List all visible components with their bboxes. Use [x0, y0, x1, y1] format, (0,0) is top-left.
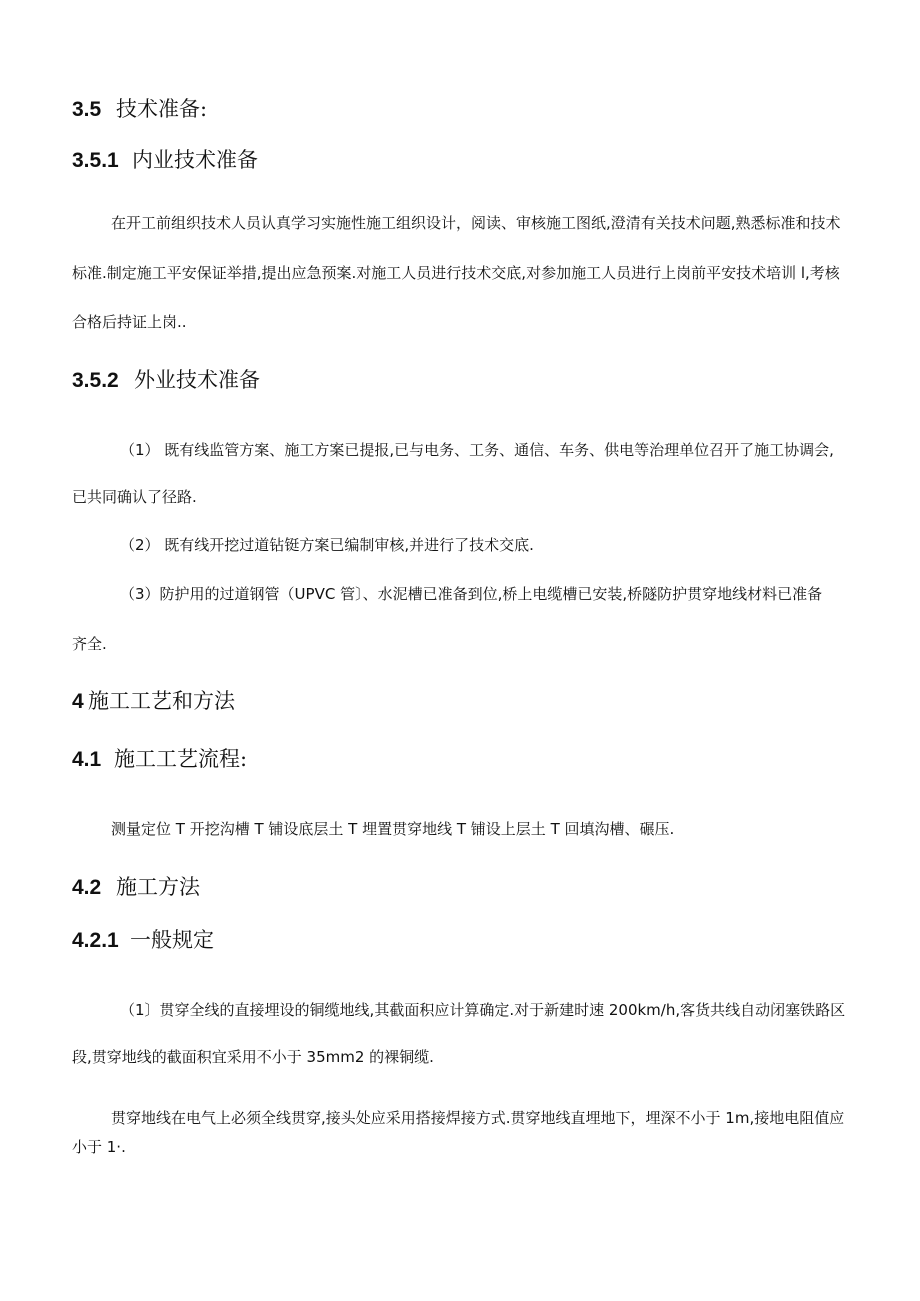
paragraph-line: 在开工前组织技术人员认真学习实施性施工组织设计，阅读、审核施工图纸,澄清有关技术问题,熟悉标准和技术 — [111, 214, 841, 232]
heading-4 — [72, 687, 235, 716]
heading-number: 3.5.2 — [72, 369, 119, 392]
heading-number: 3.5 — [72, 98, 102, 121]
paragraph-line: 合格后持证上岗.. — [72, 313, 187, 331]
heading-3-5-1 — [72, 146, 258, 175]
paragraph-line: 齐全. — [72, 635, 107, 653]
paragraph-line: （1） 既有线监管方案、施工方案已提报,已与电务、工务、通信、车务、供电等治理单位召开了施工协调会, — [120, 441, 834, 459]
heading-number: 4 — [72, 690, 84, 713]
paragraph-line: 小于 1·. — [72, 1138, 126, 1156]
paragraph-line: （3）防护用的过道钢管（UPVC 管〕、水泥槽已准备到位,桥上电缆槽已安装,桥隧防护贯穿地线材料已准备 — [120, 585, 823, 603]
paragraph-line: （1〕贯穿全线的直接埋设的铜缆地线,其截面积应计算确定.对于新建时速 200km∕h,客货共线自动闭塞铁路区 — [120, 1001, 846, 1019]
heading-title: 技术准备: — [116, 97, 208, 121]
heading-title: 一般规定 — [130, 928, 214, 952]
paragraph-line: 段,贯穿地线的截面积宜采用不小于 35mm2 的裸铜缆. — [72, 1048, 434, 1066]
paragraph-line: 测量定位 T 开挖沟槽 T 铺设底层土 T 埋置贯穿地线 T 铺设上层土 T 回填沟槽、碾压. — [111, 820, 675, 838]
paragraph-line: （2） 既有线开挖过道钻铤方案已编制审核,并进行了技术交底. — [120, 536, 534, 554]
paragraph-line: 贯穿地线在电气上必须全线贯穿,接头处应采用搭接焊接方式.贯穿地线直埋地下，埋深不小于 1m,接地电阻值应 — [111, 1109, 845, 1127]
heading-number: 4.1 — [72, 748, 102, 771]
heading-number: 4.2.1 — [72, 929, 119, 952]
heading-4-2 — [72, 873, 200, 902]
heading-title: 施工方法 — [116, 875, 200, 899]
heading-number: 4.2 — [72, 876, 102, 899]
paragraph-line: 已共同确认了径路. — [72, 488, 197, 506]
heading-title: 施工工艺流程: — [114, 747, 248, 771]
heading-4-2-1 — [72, 926, 214, 955]
heading-title: 内业技术准备 — [132, 148, 258, 172]
paragraph-line: 标准.制定施工平安保证举措,提出应急预案.对施工人员进行技术交底,对参加施工人员进行上岗前平安技术培训 l,考核 — [72, 264, 840, 282]
heading-3-5-2 — [72, 366, 260, 395]
heading-3-5 — [72, 95, 207, 124]
heading-4-1 — [72, 745, 247, 774]
heading-number: 3.5.1 — [72, 149, 119, 172]
heading-title: 施工工艺和方法 — [88, 689, 235, 713]
heading-title: 外业技术准备 — [134, 368, 260, 392]
